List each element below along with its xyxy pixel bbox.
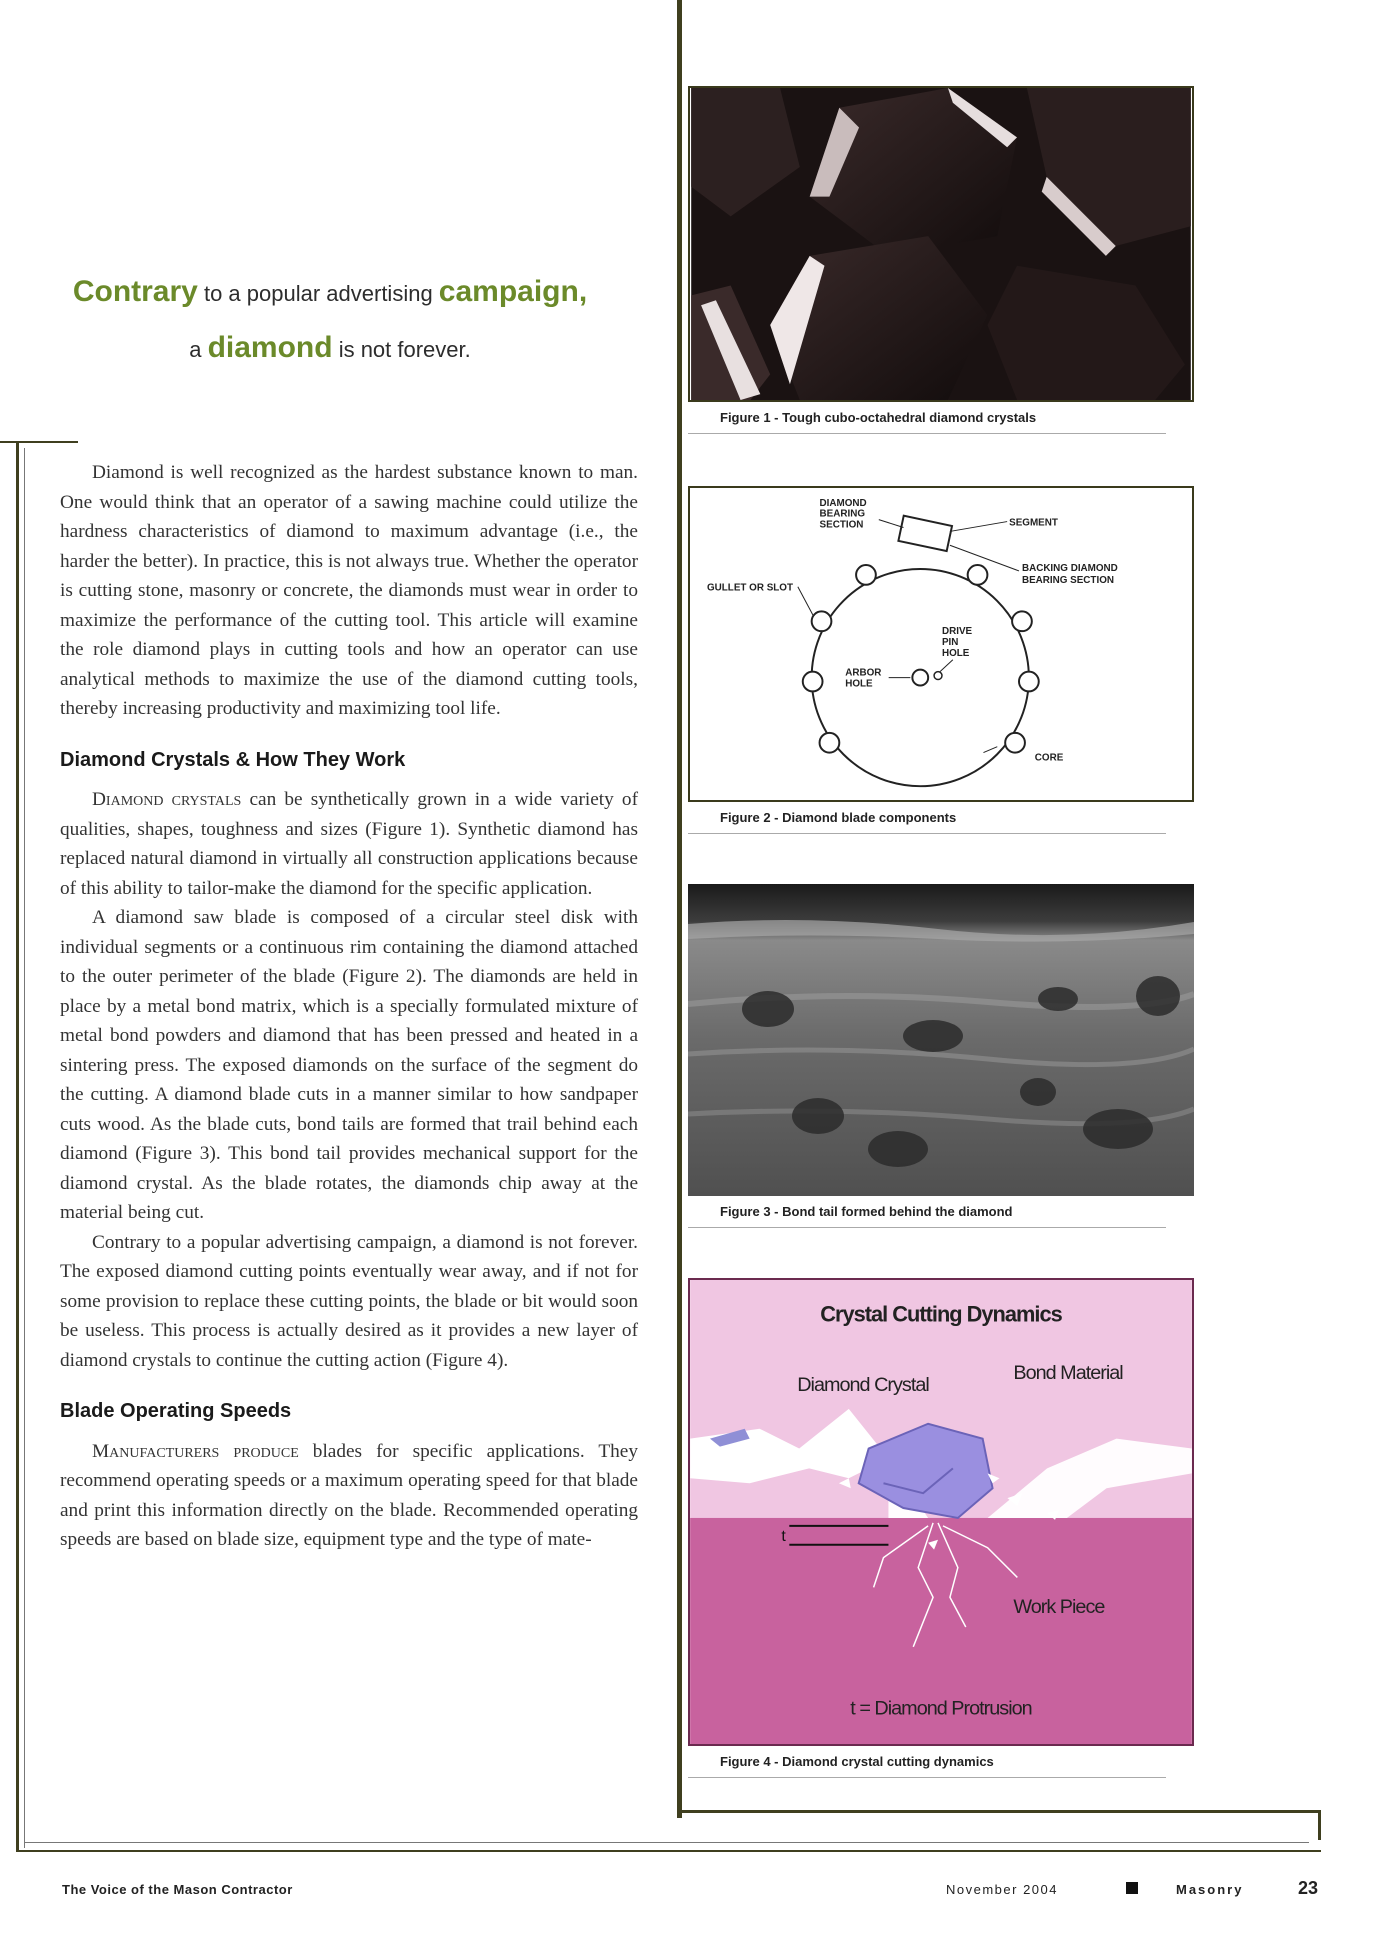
section-heading-diamond-crystals: Diamond Crystals & How They Work xyxy=(60,748,406,771)
footer-tagline: The Voice of the Mason Contractor xyxy=(62,1882,293,1897)
label-work-piece: Work Piece xyxy=(1013,1596,1105,1619)
diamond-crystals-photo xyxy=(688,86,1194,402)
label-arbor-2: HOLE xyxy=(845,678,873,690)
label-backing-2: BEARING SECTION xyxy=(1021,574,1114,586)
pull-quote-text-3: is not forever. xyxy=(332,337,471,362)
intro-paragraph: Diamond is well recognized as the hardest substance known to man. One would think that an operator of a sawing machine could utilize the hardness characteristics of diamond to maximum advantage (i.e., the harder the better). In practice, this is not always true. Whether the operator is cutting stone, masonry or concrete, the diamonds must wear in order to maximize the performance of the cutting tool. This article will examine the role diamond plays in cutting tools and how an operator can use analytical methods to maximize the use of the diamond cutting tools, thereby increasing productivity and maximizing tool life. xyxy=(60,462,638,719)
label-segment: SEGMENT xyxy=(1009,517,1058,529)
article-body xyxy=(60,458,638,1555)
left-bracket-top xyxy=(0,441,78,443)
figure-3 xyxy=(688,884,1194,1228)
label-backing-1: BACKING DIAMOND xyxy=(1021,562,1118,574)
figure-2 xyxy=(688,486,1194,834)
label-drive-pin-2: PIN xyxy=(941,636,959,648)
paragraph: A diamond saw blade is composed of a circular steel disk with individual segments or a continuous rim containing the diamond attached to the outer perimeter of the blade (Figure 2). The diamonds are held in place by a metal bond matrix, which is a specially formulated mixture of metal bond powders and diamond that has been pressed and heated in a sintering press. The exposed diamonds on the surface of the segment do the cutting. A diamond blade cuts in a manner similar to how sandpaper cuts wood. As the blade cuts, bond tails are formed that trail behind each diamond (Figure 3). This bond tail provides mechanical support for the diamond crystal. As the blade rotates, the diamonds chip away at the material being cut. xyxy=(60,907,638,1223)
figure-1 xyxy=(688,86,1194,434)
pull-quote-em-campaign: campaign, xyxy=(438,275,588,308)
left-bracket-vertical-2 xyxy=(24,448,25,1848)
figure-4-caption: Figure 4 - Diamond crystal cutting dynamics xyxy=(688,1754,1166,1778)
label-t: t xyxy=(781,1527,786,1545)
lead-in: Manufacturers produce xyxy=(92,1440,299,1462)
footer-square-bullet xyxy=(1126,1882,1138,1894)
pull-quote-em-contrary: Contrary xyxy=(72,275,198,308)
label-arbor-1: ARBOR xyxy=(845,667,882,679)
label-drive-pin-3: HOLE xyxy=(941,647,970,659)
figure-3-caption: Figure 3 - Bond tail formed behind the diamond xyxy=(688,1204,1166,1228)
right-bracket-rule xyxy=(681,1810,1321,1813)
lead-in: Diamond crystals xyxy=(92,789,242,810)
figure-1-caption: Figure 1 - Tough cubo-octahedral diamond crystals xyxy=(688,410,1166,434)
label-diamond-bearing-3: SECTION xyxy=(819,519,864,531)
center-column-rule xyxy=(677,0,682,1818)
bottom-rule-thin xyxy=(24,1842,1309,1843)
footer-magazine: Masonry xyxy=(1176,1882,1244,1897)
paragraph-text: can be synthetically grown in a wide variety of qualities, shapes, toughness and sizes (Figure 1). Synthetic diamond has replaced natural diamond in virtually all construction applications because of this ability to tailor-make the diamond for the specific application. xyxy=(60,789,638,899)
footer-date: November 2004 xyxy=(946,1882,1058,1897)
label-bond-material: Bond Material xyxy=(1013,1362,1123,1385)
page-number: 23 xyxy=(1298,1878,1319,1898)
fig4-title: Crystal Cutting Dynamics xyxy=(820,1301,1062,1327)
bond-tail-photo xyxy=(688,884,1194,1196)
right-bracket-vertical xyxy=(1318,1810,1321,1840)
label-t-legend: t = Diamond Protrusion xyxy=(850,1697,1032,1720)
paragraph xyxy=(60,1437,638,1555)
crystal-cutting-dynamics-diagram xyxy=(688,1278,1194,1746)
bottom-rule xyxy=(16,1850,1321,1852)
blade-components-diagram xyxy=(688,486,1194,802)
paragraph xyxy=(60,785,638,903)
label-diamond-crystal: Diamond Crystal xyxy=(797,1374,929,1397)
label-drive-pin-1: DRIVE xyxy=(941,626,973,638)
label-diamond-bearing-1: DIAMOND xyxy=(819,497,867,509)
left-bracket-vertical xyxy=(16,441,19,1851)
label-diamond-bearing-2: BEARING xyxy=(819,508,866,520)
figure-4 xyxy=(688,1278,1194,1778)
pull-quote xyxy=(60,272,600,370)
pull-quote-em-diamond: diamond xyxy=(207,331,333,364)
paragraph-text: blades for specific applications. They recommend operating speeds or a maximum operating speed for that blade and print this information directly on the blade. Recommended operating speeds are based on blade size, equipment type and the type of mate- xyxy=(60,1440,638,1550)
paragraph: Contrary to a popular advertising campaign, a diamond is not forever. The exposed diamond cutting points eventually wear away, and if not for some provision to replace these cutting points, the blade or bit would soon be useless. This process is actually desired as it provides a new layer of diamond crystals to continue the cutting action (Figure 4). xyxy=(60,1231,638,1371)
figure-2-caption: Figure 2 - Diamond blade components xyxy=(688,810,1166,834)
section-heading-blade-speeds: Blade Operating Speeds xyxy=(60,1400,292,1422)
label-core: CORE xyxy=(1034,752,1064,764)
pull-quote-text: to a popular advertising xyxy=(197,281,439,306)
pull-quote-text-2: a xyxy=(189,337,208,362)
label-gullet: GULLET OR SLOT xyxy=(707,582,793,594)
